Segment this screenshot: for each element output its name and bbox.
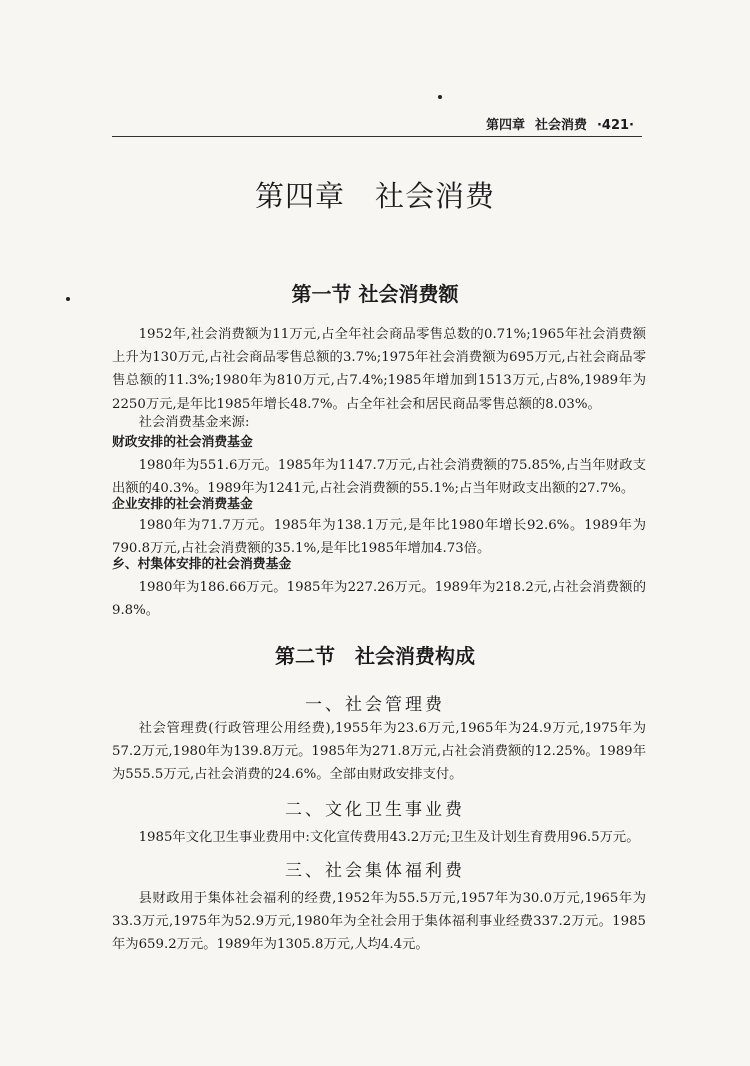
- funds-intro: 社会消费基金来源:: [138, 415, 250, 430]
- fund-label-collective: [112, 554, 646, 576]
- fund-label-fiscal-text: 财政安排的社会消费基金: [112, 435, 253, 450]
- subsection-title-culture: 二、文化卫生事业费: [285, 800, 465, 820]
- running-header: [112, 112, 642, 137]
- subsection-text-welfare: 县财政用于集体社会福利的经费,1952年为55.5万元,1957年为30.0万元,1965年为33.3万元,1975年为52.9万元,1980年为全社会用于集体福利事业经费337.2万元。1985年为659.2万元。1989年为1305.8万元,人均4.4元。: [112, 891, 646, 953]
- header-chapter-name: 社会消费: [534, 118, 587, 133]
- fund-label-enterprise: [112, 494, 646, 516]
- section-title-1: 第一节 社会消费额: [291, 282, 459, 306]
- subsection-title-admin: 一、社会管理费: [305, 695, 445, 715]
- fund-label-fiscal: [112, 432, 646, 454]
- fund-text-enterprise: 1980年为71.7万元。1985年为138.1万元,是年比1980年增长92.6%。1989年为790.8万元,占社会消费额的35.1%,是年比1985年增加4.73倍。: [112, 518, 646, 557]
- subsection-title-welfare: 三、社会集体福利费: [285, 861, 465, 881]
- scan-speck: [438, 95, 442, 99]
- fund-text-fiscal: 1980年为551.6万元。1985年为1147.7万元,占社会消费额的75.85%,占当年财政支出额的40.3%。1989年为1241元,占社会消费额的55.1%;占当年财政支出额的27.7%。: [112, 458, 646, 497]
- paragraph-consumption-total: 1952年,社会消费额为11万元,占全年社会商品零售总数的0.71%;1965年社会消费额上升为130万元,占社会商品零售总额的3.7%;1975年社会消费额为695万元,占社会商品零售总额的11.3%;1980年为810万元,占7.4%;1985年增加到1513万元,占8%,1989年为2250万元,是年比1985年增长48.7%。占全年社会和居民商品零售总额的8.03%。: [112, 327, 646, 412]
- header-chapter: 第四章: [485, 118, 525, 133]
- page-number: ·421·: [596, 118, 634, 133]
- fund-label-collective-text: 乡、村集体安排的社会消费基金: [112, 557, 292, 572]
- header-text: [476, 114, 634, 133]
- section-title-2: 第二节 社会消费构成: [275, 644, 475, 668]
- subsection-text-admin: 社会管理费(行政管理公用经费),1955年为23.6万元,1965年为24.9万元,1975年为57.2万元,1980年为139.8万元。1985年为271.8万元,占社会消费额的12.25%。1989年为555.5万元,占社会消费的24.6%。全部由财政安排支付。: [112, 721, 646, 783]
- fund-label-enterprise-text: 企业安排的社会消费基金: [112, 497, 253, 512]
- chapter-title: 第四章 社会消费: [254, 179, 495, 213]
- subsection-text-culture: 1985年文化卫生事业费用中:文化宣传费用43.2万元;卫生及计划生育费用96.5万元。: [138, 830, 640, 845]
- fund-text-collective: 1980年为186.66万元。1985年为227.26万元。1989年为218.2元,占社会消费额的9.8%。: [112, 580, 646, 619]
